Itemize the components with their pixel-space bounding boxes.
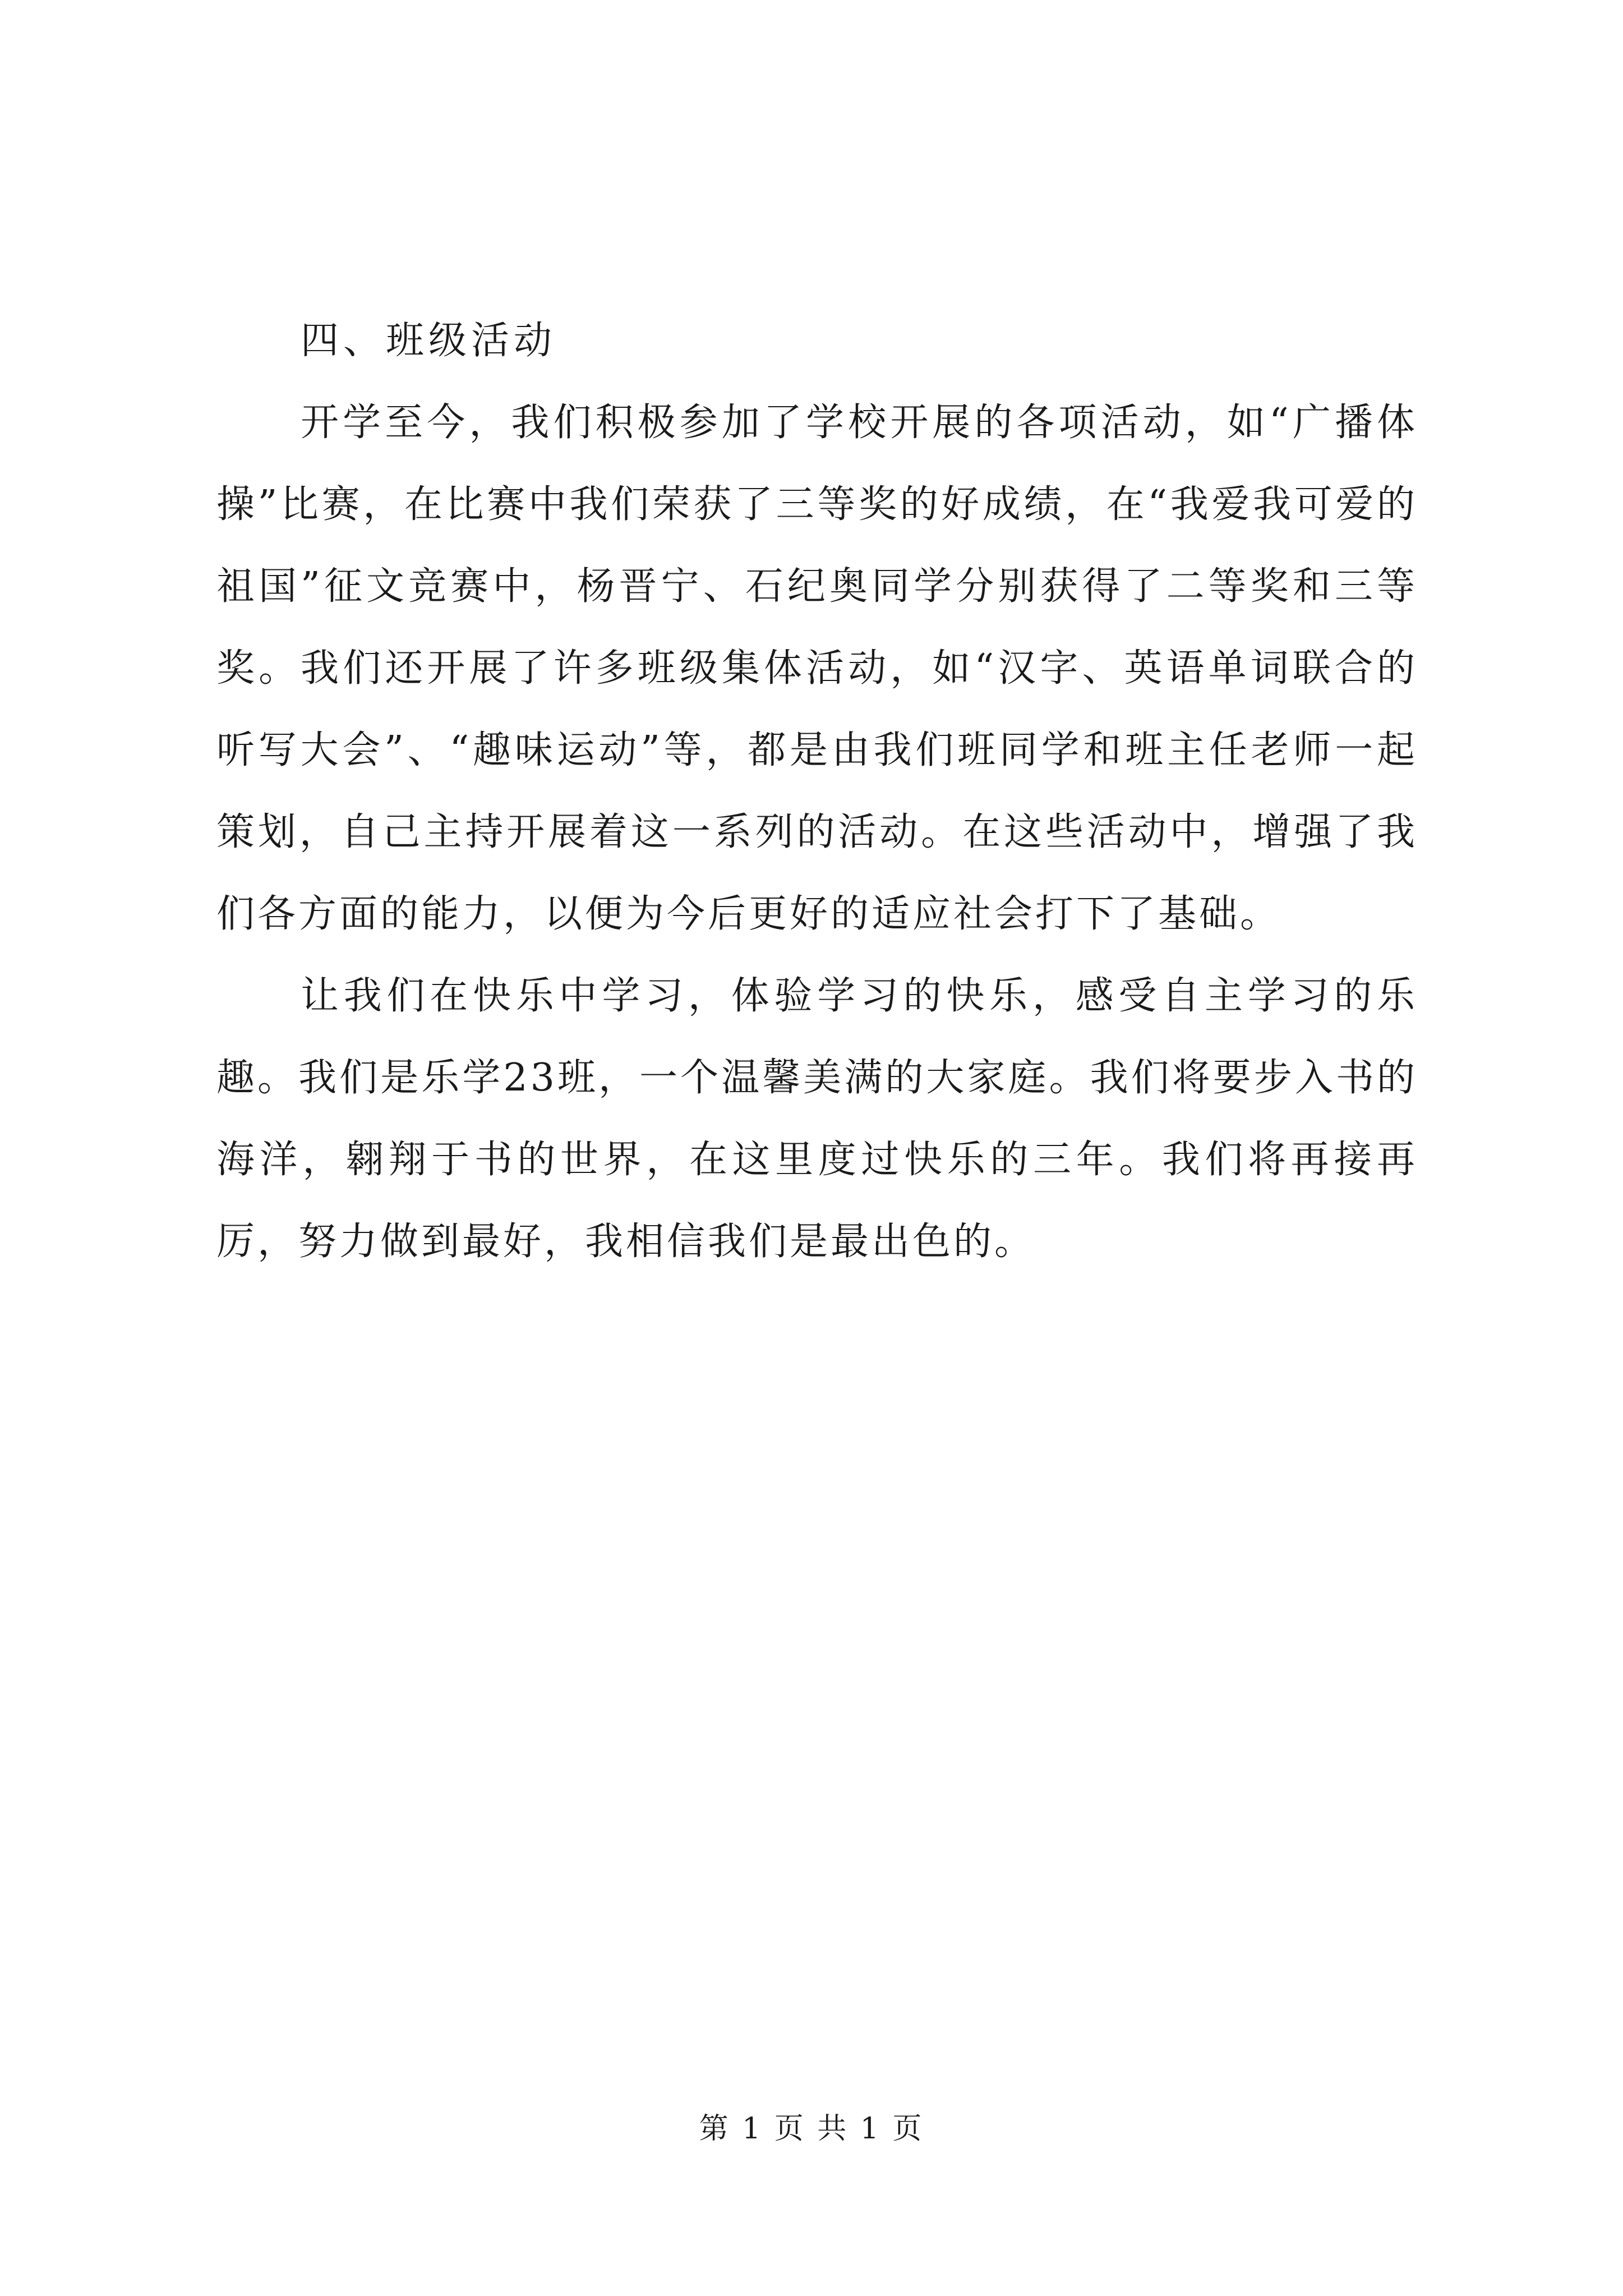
paragraph-activities: 开学至今，我们积极参加了学校开展的各项活动，如“广播体操”比赛，在比赛中我们荣获了三等奖的好成绩，在“我爱我可爱的祖国”征文竞赛中，杨晋宁、石纪奥同学分别获得了二等奖和三等奖。我们还开展了许多班级集体活动，如“汉字、英语单词联合的听写大会”、“趣味运动”等，都是由我们班同学和班主任老师一起策划，自己主持开展着这一系列的活动。在这些活动中，增强了我们各方面的能力，以便为今后更好的适应社会打下了基础。 <box>216 401 1418 936</box>
section-heading: 四、班级活动 <box>301 319 557 363</box>
document-body <box>216 300 1418 1283</box>
page-footer: 第 1 页 共 1 页 <box>699 2112 924 2146</box>
paragraph-closing: 让我们在快乐中学习，体验学习的快乐，感受自主学习的乐趣。我们是乐学23班，一个温馨美满的大家庭。我们将要步入书的海洋，翱翔于书的世界，在这里度过快乐的三年。我们将再接再厉，努力做到最好，我相信我们是最出色的。 <box>216 974 1418 1264</box>
